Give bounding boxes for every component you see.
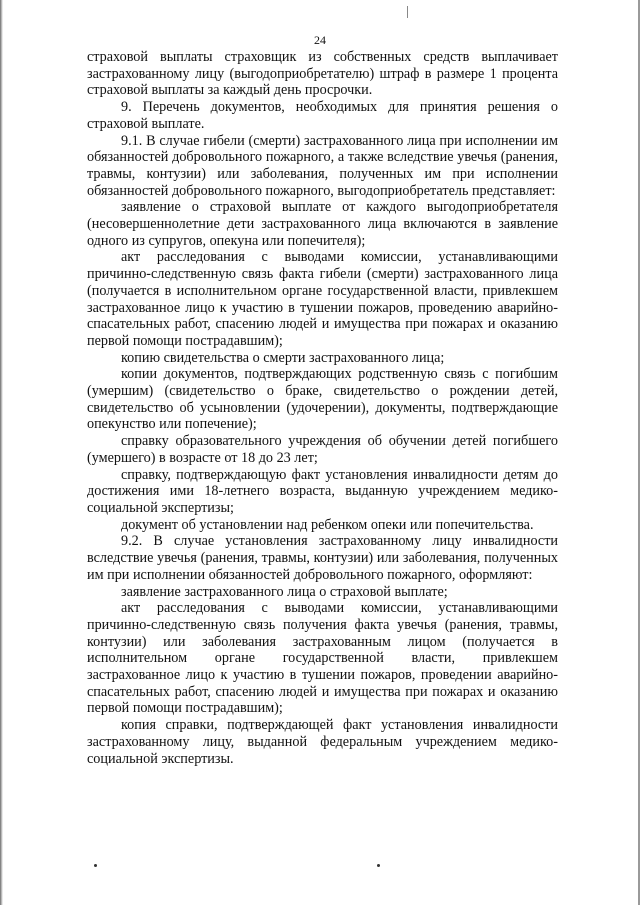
list-item-death-certificate: копию свидетельства о смерти застрахованного лица; [121, 349, 445, 366]
document-body [87, 49, 558, 767]
page-number: 24 [314, 33, 326, 47]
scan-left-edge [0, 0, 3, 905]
paragraph-section-9-2: 9.2. В случае установления застрахованному лицу инвалидности вследствие увечья (ранения, травмы, контузии) или заболевания, полученных им при исполнении обязанностей добровольного пожарного, оформляют: [87, 533, 558, 583]
list-item-investigation-act: акт расследования с выводами комиссии, устанавливающими причинно-следственную связь факта гибели (смерти) застрахованного лица (получается в исполнительном органе государственной власти, привлекшем застрахованное лицо к участию в тушении пожаров, проведению аварийно-спасательных работ, спасению людей и имущества при пожарах и оказанию первой помощи пострадавшим); [87, 249, 558, 349]
paragraph-continuation: страховой выплаты страховщик из собственных средств выплачивает застрахованному лицу (выгодоприобретателю) штраф в размере 1 процента страховой выплаты за каждый день просрочки. [87, 49, 558, 99]
scan-mark-top [407, 6, 408, 18]
list-item-guardianship-document: документ об установлении над ребенком опеки или попечительства. [121, 516, 534, 533]
list-item-disability-certificate: справку, подтверждающую факт установления инвалидности детям до достижения ими 18-летнего возраста, выданную учреждением медико-социальной экспертизы; [87, 466, 558, 516]
list-item-application: заявление о страховой выплате от каждого выгодоприобретателя (несовершеннолетние дети застрахованного лица включаются в заявление одного из супругов, опекуна или попечителя); [87, 199, 558, 249]
paragraph-section-9-1: 9.1. В случае гибели (смерти) застрахованного лица при исполнении им обязанностей добровольного пожарного, а также вследствие увечья (ранения, травмы, контузии) или заболевания, полученных им при исполнении обязанностей добровольного пожарного, выгодоприобретатель представляет: [87, 132, 558, 199]
list-item-school-certificate: справку образовательного учреждения об обучении детей погибшего (умершего) в возрасте от 18 до 23 лет; [87, 433, 558, 466]
scan-dot-right [377, 864, 380, 867]
list-item-disability-certificate-copy: копия справки, подтверждающей факт установления инвалидности застрахованному лицу, выданной федеральным учреждением медико-социальной экспертизы. [87, 717, 558, 767]
list-item-injury-investigation-act: акт расследования с выводами комиссии, устанавливающими причинно-следственную связь получения факта увечья (ранения, травмы, контузии) или заболевания застрахованным лицом (получается в исполнительном органе государственной власти, привлекшем застрахованное лицо к участию в тушении пожаров, проведении аварийно-спасательных работ, спасению людей и имущества при пожарах и оказанию первой помощи пострадавшим); [87, 600, 558, 717]
list-item-insured-application: заявление застрахованного лица о страховой выплате; [121, 583, 448, 600]
paragraph-section-9: 9. Перечень документов, необходимых для принятия решения о страховой выплате. [87, 99, 558, 132]
list-item-kinship-documents: копии документов, подтверждающих родственную связь с погибшим (умершим) (свидетельство о браке, свидетельство о рождении детей, свидетельство об усыновлении (удочерении), документы, подтверждающие опекунство или попечение); [87, 366, 558, 433]
scan-dot-left [94, 864, 97, 867]
